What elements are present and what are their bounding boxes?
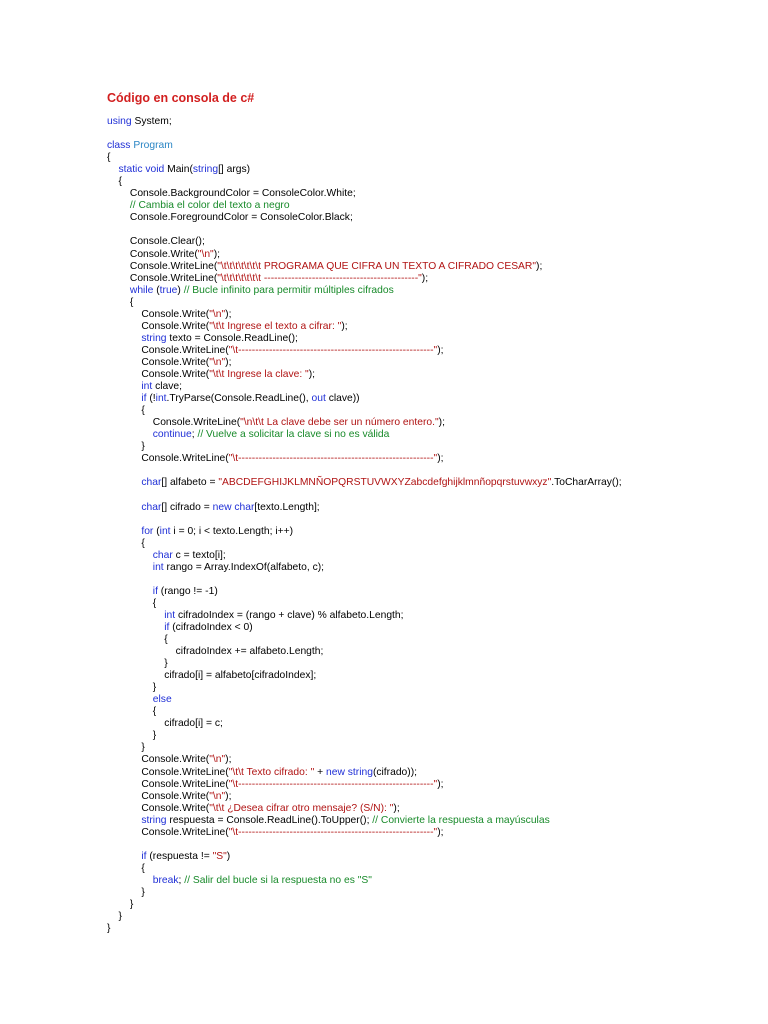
code-text: ); [225, 356, 232, 368]
code-line [107, 863, 622, 875]
code-line [107, 706, 622, 718]
code-text: { [107, 176, 122, 188]
code-text: Console.Write( [107, 790, 210, 802]
code-keyword: new [325, 766, 345, 778]
code-string: "\t\t Texto cifrado: " [228, 766, 315, 778]
code-string: "\n\t\t La clave debe ser un número entero." [240, 417, 439, 429]
code-line [107, 682, 622, 694]
code-keyword: static [118, 164, 143, 176]
code-text: .TryParse(Console.ReadLine(), [166, 393, 312, 405]
code-line [107, 586, 622, 598]
code-keyword: else [152, 694, 172, 706]
code-text [107, 851, 141, 862]
code-line [107, 646, 622, 658]
code-line [107, 827, 622, 839]
code-string: "\t---------------------------------------------------------" [228, 826, 438, 838]
code-comment: // Bucle infinito para permitir múltiples cifrados [183, 284, 394, 296]
code-line [107, 911, 622, 923]
code-line [107, 393, 622, 405]
code-keyword: int [164, 609, 176, 621]
code-keyword: string [192, 164, 219, 176]
code-line [107, 345, 622, 357]
code-text: ) [177, 284, 184, 296]
code-text [107, 694, 153, 705]
code-line [107, 176, 622, 188]
code-line [107, 152, 622, 164]
code-line [107, 502, 622, 514]
code-keyword: continue [152, 429, 192, 441]
code-keyword: string [347, 766, 373, 778]
code-string: "\n" [209, 790, 226, 802]
code-text: [] args) [218, 164, 251, 176]
code-string: "\t\t Ingrese el texto a cifrar: " [209, 320, 342, 332]
code-text: } [107, 658, 168, 670]
code-string: "S" [212, 850, 227, 862]
code-line [107, 839, 622, 851]
code-text: { [107, 862, 145, 874]
code-text [107, 285, 130, 296]
code-text: Console.Clear(); [107, 236, 205, 248]
code-text: ; [191, 429, 198, 441]
code-keyword: break [152, 874, 179, 886]
code-keyword: char [234, 501, 255, 513]
code-line [107, 730, 622, 742]
code-text: (cifradoIndex < 0) [169, 621, 253, 633]
code-comment: // Cambia el color del texto a negro [129, 200, 290, 212]
code-text [107, 393, 141, 404]
code-text: (respuesta != [146, 850, 213, 862]
code-text: } [107, 441, 145, 453]
code-line [107, 538, 622, 550]
code-text: ); [308, 368, 316, 380]
code-keyword: out [311, 393, 326, 405]
code-line [107, 309, 622, 321]
code-keyword: if [152, 585, 158, 597]
code-text: respuesta = Console.ReadLine().ToUpper(); [166, 814, 373, 826]
code-text: cifradoIndex += alfabeto.Length; [107, 646, 324, 658]
code-text: Main( [164, 164, 193, 176]
code-line [107, 658, 622, 670]
code-text: Console.Write( [107, 248, 198, 260]
code-text: Console.Write( [107, 368, 210, 380]
code-keyword: new [212, 501, 232, 513]
code-text: } [107, 887, 145, 898]
code-line [107, 754, 622, 766]
code-line [107, 140, 622, 152]
code-keyword: if [141, 850, 147, 862]
code-text [107, 526, 141, 537]
code-text: clave)) [325, 393, 360, 405]
code-string: "\t\t ¿Desea cifrar otro mensaje? (S/N): " [209, 802, 394, 814]
code-keyword: int [141, 381, 153, 393]
code-string: "\t---------------------------------------------------------" [228, 344, 438, 356]
code-line [107, 815, 622, 827]
code-keyword: using [107, 116, 132, 127]
code-text [107, 815, 141, 826]
code-text: ); [536, 260, 543, 272]
code-line [107, 634, 622, 646]
code-comment: // Convierte la respuesta a mayúsculas [372, 814, 550, 826]
code-keyword: class [107, 140, 131, 152]
code-text: { [107, 634, 168, 646]
code-line [107, 923, 622, 935]
code-line [107, 851, 622, 863]
code-text: } [107, 682, 157, 694]
code-line [107, 526, 622, 538]
code-text: Console.Write( [107, 308, 210, 320]
code-text: c = texto[i]; [172, 549, 226, 561]
code-line [107, 297, 622, 309]
code-text: System; [131, 116, 172, 127]
code-line [107, 417, 622, 429]
code-line [107, 128, 622, 140]
code-line [107, 489, 622, 501]
document-title: Código en consola de c# [107, 91, 255, 105]
code-text: Console.WriteLine( [107, 778, 229, 790]
code-text: { [107, 296, 134, 308]
code-text: [] alfabeto = [161, 477, 219, 489]
code-keyword: char [141, 501, 162, 513]
code-text: rango = Array.IndexOf(alfabeto, c); [163, 561, 325, 573]
code-line [107, 429, 622, 441]
code-text: cifradoIndex = (rango + clave) % alfabeto.Length; [175, 609, 404, 621]
code-text [107, 333, 141, 344]
code-text: texto = Console.ReadLine(); [166, 332, 298, 344]
code-line [107, 670, 622, 682]
code-line [107, 441, 622, 453]
code-keyword: for [141, 525, 154, 537]
code-text: Console.WriteLine( [107, 453, 229, 465]
code-text: ); [437, 778, 444, 790]
code-text [107, 550, 153, 561]
code-text [107, 381, 141, 392]
code-text: ); [341, 320, 348, 332]
code-text: ); [393, 802, 400, 814]
code-line [107, 116, 622, 128]
code-text: ) [226, 850, 231, 862]
code-string: "\t\t Ingrese la clave: " [209, 368, 309, 380]
code-line [107, 899, 622, 911]
code-string: "\t\t\t\t\t\t\t ---------------------------------------------" [217, 272, 422, 284]
code-text: + [314, 766, 326, 778]
code-string: "\t\t\t\t\t\t\t PROGRAMA QUE CIFRA UN TEXTO A CIFRADO CESAR" [217, 260, 537, 272]
code-text: (cifrado)); [372, 766, 417, 778]
code-line [107, 333, 622, 345]
code-line [107, 803, 622, 815]
code-text: ); [438, 417, 445, 429]
code-text: ); [437, 826, 444, 838]
code-text: (! [146, 393, 156, 405]
code-text: cifrado[i] = alfabeto[cifradoIndex]; [107, 670, 317, 682]
code-line [107, 465, 622, 477]
code-string: "\t---------------------------------------------------------" [228, 453, 438, 465]
code-class-name: Program [133, 140, 173, 152]
code-text: Console.BackgroundColor = ConsoleColor.White; [107, 188, 356, 200]
code-keyword: char [152, 549, 173, 561]
code-line [107, 742, 622, 754]
code-line [107, 718, 622, 730]
code-line [107, 598, 622, 610]
code-text: ); [225, 308, 232, 320]
code-keyword: string [141, 332, 167, 344]
code-line [107, 212, 622, 224]
code-line [107, 694, 622, 706]
code-text: [] cifrado = [161, 501, 213, 513]
code-string: "\n" [209, 754, 226, 766]
code-text: { [107, 597, 157, 609]
code-text: } [107, 923, 111, 935]
code-text: ( [153, 284, 160, 296]
code-line [107, 550, 622, 562]
code-line [107, 622, 622, 634]
code-text: i = 0; i < texto.Length; i++) [170, 525, 294, 537]
code-text: ); [225, 790, 232, 802]
code-text [107, 875, 153, 886]
code-line [107, 562, 622, 574]
code-text: } [107, 899, 134, 911]
code-block [107, 116, 622, 935]
code-line [107, 200, 622, 212]
code-keyword: int [159, 525, 171, 537]
code-keyword: while [129, 284, 154, 296]
code-text [107, 429, 153, 440]
code-text: Console.WriteLine( [107, 344, 229, 356]
code-text [107, 200, 130, 211]
code-text: { [107, 152, 111, 164]
code-line [107, 779, 622, 791]
code-keyword: if [164, 621, 170, 633]
code-keyword: int [155, 393, 167, 405]
code-text: Console.Write( [107, 320, 210, 332]
code-line [107, 405, 622, 417]
code-text: Console.ForegroundColor = ConsoleColor.Black; [107, 212, 353, 224]
code-line [107, 273, 622, 285]
code-line [107, 249, 622, 261]
code-text: Console.WriteLine( [107, 766, 229, 778]
code-line [107, 381, 622, 393]
code-text [107, 477, 141, 488]
code-text [107, 586, 153, 597]
code-line [107, 357, 622, 369]
code-text [107, 610, 164, 621]
code-text [107, 502, 141, 513]
code-string: "\t---------------------------------------------------------" [228, 778, 438, 790]
code-text: ; [178, 874, 185, 886]
code-line [107, 224, 622, 236]
code-text [107, 622, 164, 633]
code-string: "ABCDEFGHIJKLMNÑOPQRSTUVWXYZabcdefghijklmnñopqrstuvwxyz" [218, 477, 552, 489]
code-text: { [107, 706, 157, 718]
code-text: clave; [152, 381, 182, 393]
code-string: "\n" [209, 356, 226, 368]
code-text: Console.WriteLine( [107, 260, 218, 272]
code-text: } [107, 730, 157, 742]
code-keyword: void [145, 164, 165, 176]
code-keyword: string [141, 814, 167, 826]
code-comment: // Salir del bucle si la respuesta no es "S" [184, 874, 372, 886]
code-line [107, 369, 622, 381]
code-text: Console.WriteLine( [107, 417, 241, 429]
code-line [107, 767, 622, 779]
code-text: { [107, 537, 145, 549]
code-keyword: true [159, 284, 178, 296]
code-text: } [107, 742, 145, 754]
code-text: .ToCharArray(); [551, 477, 622, 489]
code-line [107, 261, 622, 273]
code-keyword: int [152, 561, 164, 573]
code-text: Console.Write( [107, 754, 210, 766]
code-string: "\n" [197, 248, 214, 260]
code-keyword: char [141, 477, 162, 489]
code-text: cifrado[i] = c; [107, 718, 223, 730]
code-line [107, 887, 622, 899]
code-line [107, 875, 622, 887]
code-text: ); [213, 248, 220, 260]
code-text: { [107, 405, 145, 417]
code-line [107, 791, 622, 803]
code-line [107, 188, 622, 200]
code-string: "\n" [209, 308, 226, 320]
code-text: Console.Write( [107, 356, 210, 368]
code-line [107, 164, 622, 176]
code-line [107, 453, 622, 465]
code-text: ); [225, 754, 232, 766]
code-text [107, 562, 153, 573]
code-text: Console.WriteLine( [107, 826, 229, 838]
code-text: } [107, 911, 122, 923]
code-line [107, 285, 622, 297]
code-text: ); [437, 453, 444, 465]
code-text: ( [153, 525, 160, 537]
code-line [107, 610, 622, 622]
code-text: ); [421, 272, 429, 284]
code-text: Console.WriteLine( [107, 272, 218, 284]
code-comment: // Vuelve a solicitar la clave si no es válida [197, 429, 390, 441]
code-text: Console.Write( [107, 802, 210, 814]
code-line [107, 514, 622, 526]
code-text [107, 164, 118, 175]
code-keyword: if [141, 393, 147, 405]
code-line [107, 236, 622, 248]
code-text: (rango != -1) [157, 585, 218, 597]
code-text: [texto.Length]; [254, 501, 320, 513]
code-line [107, 574, 622, 586]
code-line [107, 477, 622, 489]
code-line [107, 321, 622, 333]
code-text: ); [437, 344, 444, 356]
